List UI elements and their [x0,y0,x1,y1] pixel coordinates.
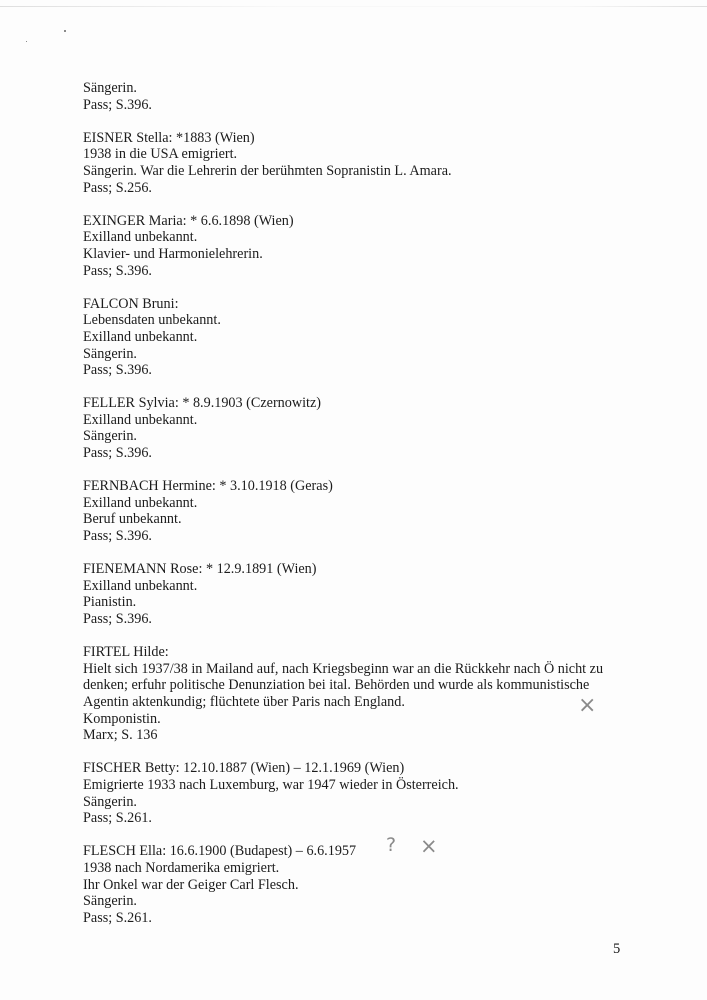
entry-line: Lebensdaten unbekannt. [83,312,221,329]
entry-line: Sängerin. [83,428,137,445]
entry-line: Emigrierte 1933 nach Luxemburg, war 1947 wieder in Österreich. [83,776,459,793]
entry-line: Sängerin. [83,893,137,910]
entry-heading: FERNBACH Hermine: * 3.10.1918 (Geras) [83,478,333,495]
handwritten-question-mark: ? [386,834,397,856]
entry-fienemann [83,561,628,627]
entry-line: Pass; S.396. [83,362,152,379]
entry-line: Agentin aktenkundig; flüchtete über Paris nach England. [83,693,405,710]
entry-heading: FISCHER Betty: 12.10.1887 (Wien) – 12.1.1969 (Wien) [83,760,405,777]
entry-continuation [83,80,628,113]
entry-heading: FELLER Sylvia: * 8.9.1903 (Czernowitz) [83,395,322,412]
entry-heading: EISNER Stella: *1883 (Wien) [83,129,255,146]
entry-heading: FIRTEL Hilde: [83,644,169,661]
entry-line: Exilland unbekannt. [83,577,198,594]
entry-line: Pianistin. [83,594,137,611]
entry-line: Pass; S.261. [83,909,152,926]
entry-line: Pass; S.396. [83,96,152,113]
entry-fischer [83,760,628,826]
entry-heading: FLESCH Ella: 16.6.1900 (Budapest) – 6.6.1957 [83,843,357,860]
scan-speck [64,30,66,32]
entry-line: Hielt sich 1937/38 in Mailand auf, nach Kriegsbeginn war an die Rückkehr nach Ö nicht zu [83,660,604,677]
entry-line: 1938 in die USA emigriert. [83,146,238,163]
entry-flesch [83,843,628,926]
entry-fernbach [83,478,628,544]
entry-line: Exilland unbekannt. [83,229,198,246]
entry-falcon [83,296,628,379]
entry-heading: EXINGER Maria: * 6.6.1898 (Wien) [83,212,294,229]
entry-line: Pass; S.396. [83,262,152,279]
entry-heading: FIENEMANN Rose: * 12.9.1891 (Wien) [83,561,317,578]
entry-line: Sängerin. [83,793,137,810]
scan-edge-line [0,6,707,7]
entry-line: Komponistin. [83,710,161,727]
entry-line: Exilland unbekannt. [83,328,198,345]
handwritten-cross-mark: × [420,834,438,858]
entry-line: Klavier- und Harmonielehrerin. [83,245,263,262]
entry-line: Pass; S.396. [83,445,152,462]
entry-line: denken; erfuhr politische Denunziation bei ital. Behörden und wurde als kommunistische [83,677,590,694]
entry-line: Pass; S.396. [83,528,152,545]
document-body [83,80,628,943]
entry-line: Sängerin. [83,345,137,362]
entry-line: Exilland unbekannt. [83,411,198,428]
entry-line: Marx; S. 136 [83,727,158,744]
entry-line: Sängerin. War die Lehrerin der berühmten Sopranistin L. Amara. [83,162,452,179]
entry-firtel [83,644,628,744]
handwritten-cross-mark: × [578,693,597,718]
entry-feller [83,395,628,461]
entry-line: Sängerin. [83,80,137,96]
entry-line: Beruf unbekannt. [83,511,182,528]
page-number: 5 [613,941,621,957]
entry-line: 1938 nach Nordamerika emigriert. [83,859,280,876]
entry-heading: FALCON Bruni: [83,295,179,312]
entry-line: Ihr Onkel war der Geiger Carl Flesch. [83,876,299,893]
entry-line: Exilland unbekannt. [83,494,198,511]
entry-line: Pass; S.261. [83,810,152,827]
entry-line: Pass; S.256. [83,179,152,196]
entry-exinger [83,213,628,279]
entry-line: Pass; S.396. [83,611,152,627]
scan-speck [26,41,27,42]
entry-eisner [83,130,628,196]
